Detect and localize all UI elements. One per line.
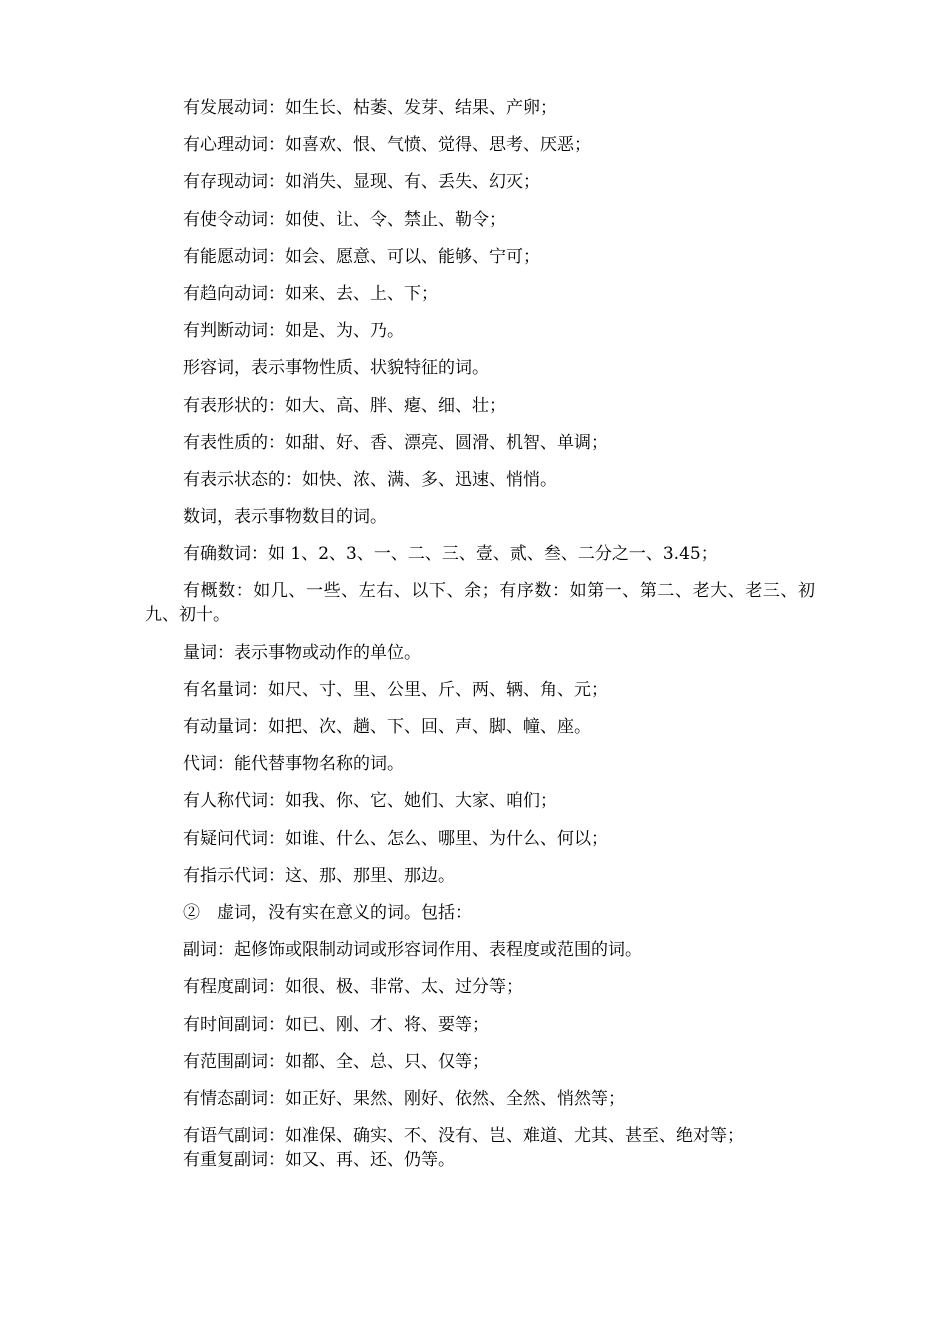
text-line: 有发展动词：如生长、枯萎、发芽、结果、产卵； [183,98,557,118]
text-line: 有时间副词：如已、刚、才、将、要等； [183,1014,489,1035]
section-heading-function-words: ② 虚词，没有实在意义的词。包括： [183,902,472,923]
text-line: 有指示代词：这、那、那里、那边。 [183,865,455,886]
text-line: 有情态副词：如正好、果然、刚好、依然、全然、悄然等； [183,1088,625,1109]
text-line: 有人称代词：如我、你、它、她们、大家、咱们； [183,791,557,812]
section-heading-adverb: 副词：起修饰或限制动词或形容词作用、表程度或范围的词。 [183,940,642,961]
text-line: 有程度副词：如很、极、非常、太、过分等； [183,977,523,998]
text-line: 有名量词：如尺、寸、里、公里、斤、两、辆、角、元； [183,679,608,700]
section-heading-classifier: 量词：表示事物或动作的单位。 [183,642,421,663]
document-body [145,96,815,1185]
text-line: 有表性质的：如甜、好、香、漂亮、圆滑、机智、单调； [183,432,608,453]
text-line: 有表示状态的：如快、浓、满、多、迅速、悄悄。 [183,469,557,490]
text-line: 有使令动词：如使、让、令、禁止、勒令； [183,209,506,230]
text-line: 有表形状的：如大、高、胖、瘪、细、壮； [183,395,506,416]
text-line: 有心理动词：如喜欢、恨、气愤、觉得、思考、厌恶； [183,135,591,156]
text-line: 有语气副词：如准保、确实、不、没有、岂、难道、尤其、甚至、绝对等； [183,1126,744,1147]
text-paragraph: 有概数：如几、一些、左右、以下、余；有序数：如第一、第二、老大、老三、初九、初十。 [145,581,815,626]
text-line: 有存现动词：如消失、显现、有、丢失、幻灭； [183,172,540,193]
text-line: 有疑问代词：如谁、什么、怎么、哪里、为什么、何以； [183,828,608,849]
section-heading-pronoun: 代词：能代替事物名称的词。 [183,754,404,775]
text-line: 有判断动词：如是、为、乃。 [183,321,404,342]
text-line: 有能愿动词：如会、愿意、可以、能够、宁可； [183,246,540,267]
section-heading-numeral: 数词，表示事物数目的词。 [183,507,387,528]
text-line: 有动量词：如把、次、趟、下、回、声、脚、幢、座。 [183,717,591,737]
text-line: 有范围副词：如都、全、总、只、仅等； [183,1051,489,1072]
text-line: 有确数词：如 1、2、3、一、二、三、壹、贰、叁、二分之一、3.45； [183,544,718,565]
text-line: 有重复副词：如又、再、还、仍等。 [183,1150,455,1171]
section-heading-adjective: 形容词，表示事物性质、状貌特征的词。 [183,358,489,379]
text-line: 有趋向动词：如来、去、上、下； [183,283,438,304]
